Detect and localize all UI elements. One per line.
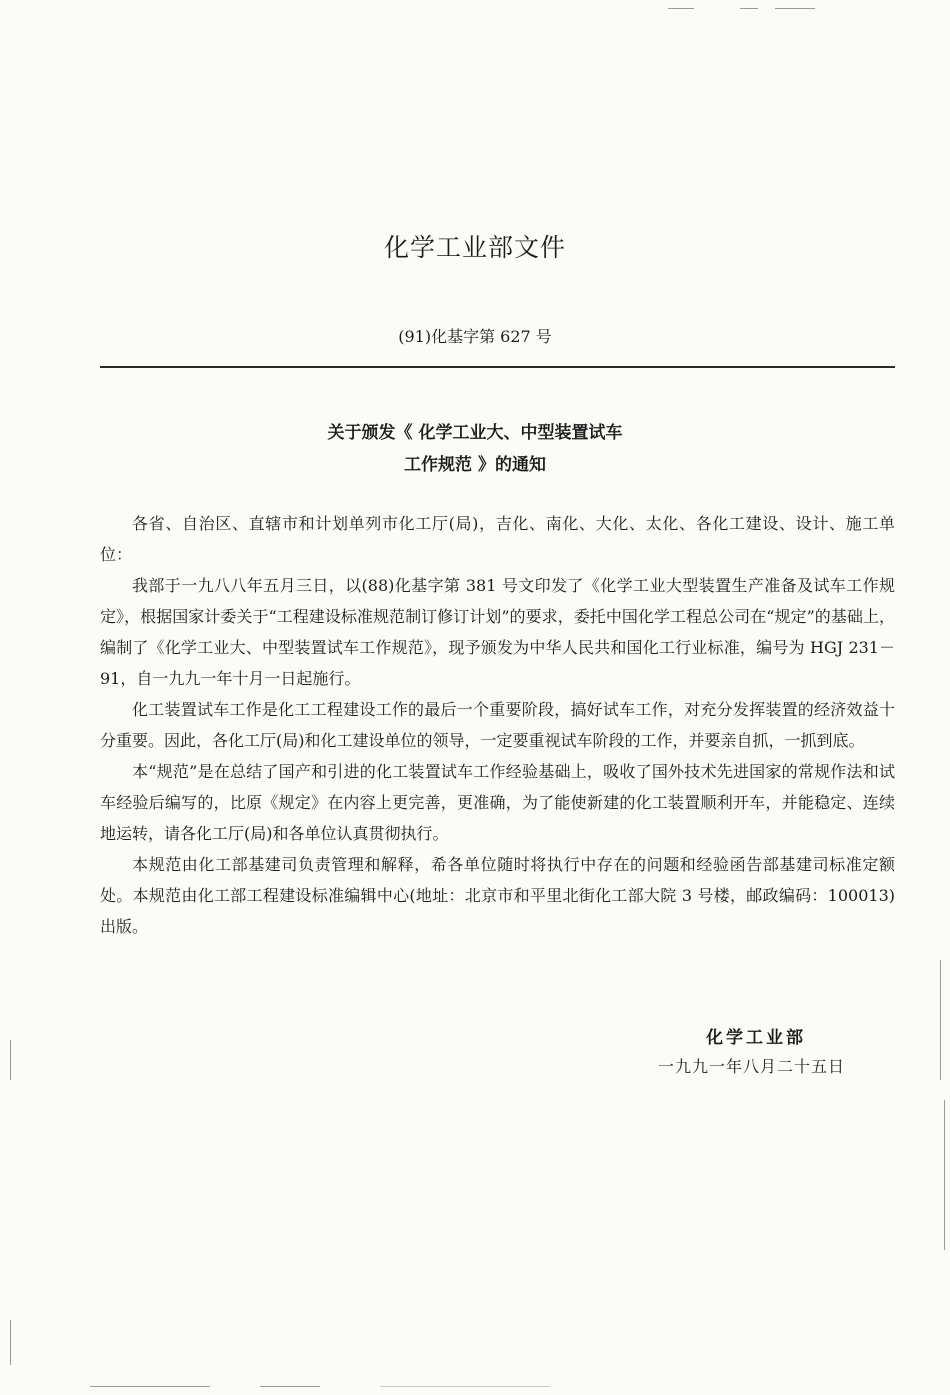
scan-mark-bottom	[90, 1386, 210, 1387]
scan-mark-bottom	[380, 1386, 550, 1387]
signature-date: 一九九一年八月二十五日	[658, 1057, 846, 1076]
body-paragraph: 我部于一九八八年五月三日，以(88)化基字第 381 号文印发了《化学工业大型装置生产准备及试车工作规定》，根据国家计委关于“工程建设标准规范制订修订计划”的要求，委托中国化学工程总公司在“规定”的基础上，编制了《化学工业大、中型装置试车工作规范》，现予颁发为中华人民共和国化工行业标准，编号为 HGJ 231－91，自一九九一年十月一日起施行。	[100, 576, 895, 688]
scan-mark-top	[668, 8, 694, 9]
body-paragraph: 化工装置试车工作是化工工程建设工作的最后一个重要阶段，搞好试车工作，对充分发挥装置的经济效益十分重要。因此，各化工厅(局)和化工建设单位的领导，一定要重视试车阶段的工作，并要亲自抓，一抓到底。	[100, 700, 895, 750]
document-header: 化学工业部文件	[383, 233, 566, 262]
scan-mark-right	[944, 1100, 945, 1250]
header-divider	[100, 366, 895, 368]
notice-title-line1: 关于颁发《 化学工业大、中型装置试车	[327, 423, 623, 443]
signature-organization: 化学工业部	[706, 1028, 806, 1048]
body-paragraph: 本“规范”是在总结了国产和引进的化工装置试车工作经验基础上，吸收了国外技术先进国家的常规作法和试车经验后编写的，比原《规定》在内容上更完善，更准确，为了能使新建的化工装置顺利开车，并能稳定、连续地运转，请各化工厅(局)和各单位认真贯彻执行。	[100, 762, 895, 843]
scan-mark-left	[10, 1320, 11, 1365]
body-paragraph: 本规范由化工部基建司负责管理和解释，希各单位随时将执行中存在的问题和经验函告部基建司标准定额处。本规范由化工部工程建设标准编辑中心(地址：北京市和平里北街化工部大院 3 号楼，邮政编码：100013)出版。	[100, 855, 895, 936]
notice-body	[100, 508, 895, 942]
addressee-paragraph: 各省、自治区、直辖市和计划单列市化工厅(局)，吉化、南化、大化、太化、各化工建设、设计、施工单位：	[100, 514, 895, 564]
document-number: (91)化基字第 627 号	[398, 327, 552, 346]
scan-mark-bottom	[260, 1386, 320, 1387]
notice-title-line2: 工作规范 》的通知	[404, 455, 546, 475]
scan-mark-top	[740, 8, 758, 9]
scan-mark-top	[775, 8, 815, 9]
scan-mark-left	[10, 1040, 11, 1080]
scan-mark-right	[940, 960, 941, 1080]
